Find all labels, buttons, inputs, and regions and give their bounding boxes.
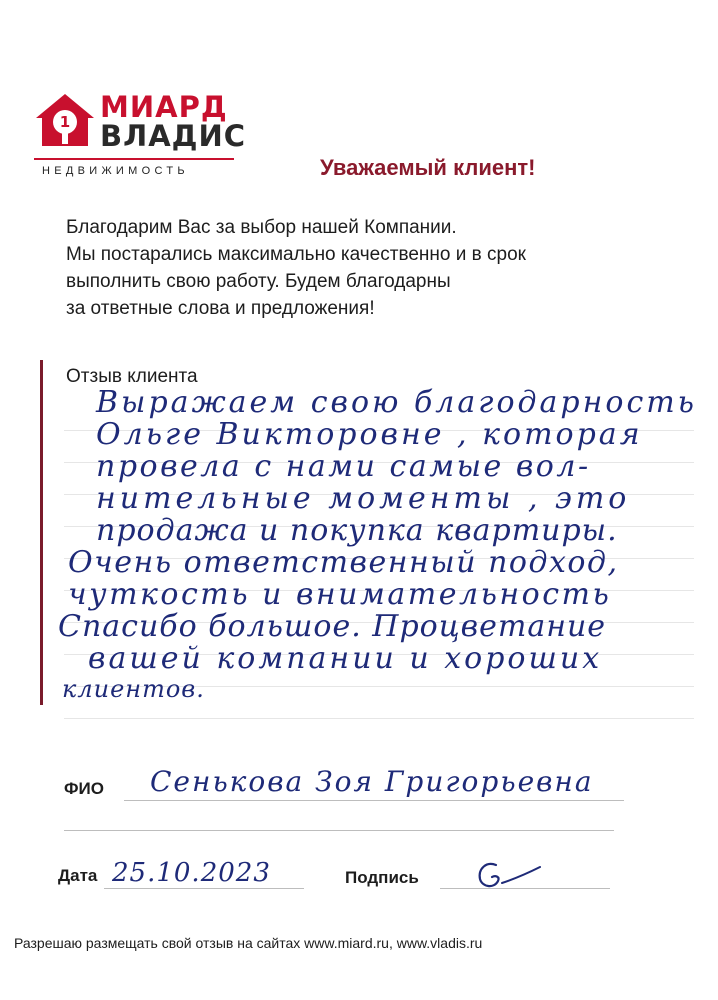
handwritten-line: продажа и покупка квартиры. — [96, 513, 618, 548]
intro-line: за ответные слова и предложения! — [66, 298, 375, 319]
date-value: 25.10.2023 — [112, 858, 271, 888]
logo-brand-vladis: ВЛАДИС — [100, 119, 247, 153]
handwritten-line: Выражаем свою благодарность — [96, 385, 698, 420]
fio-line — [124, 800, 624, 801]
intro-line: выполнить свою работу. Будем благодарны — [66, 271, 451, 292]
logo-brand-miard: МИАРД — [100, 90, 228, 124]
greeting-heading: Уважаемый клиент! — [320, 155, 536, 180]
logo-divider — [34, 158, 234, 160]
review-section-bar — [40, 360, 43, 705]
company-logo — [34, 90, 247, 182]
date-label: Дата — [58, 866, 98, 885]
handwritten-line: Ольге Викторовне , которая — [96, 417, 643, 452]
house-key-icon — [36, 94, 94, 146]
handwritten-line: Очень ответственный подход, — [68, 545, 619, 580]
handwritten-signature — [470, 855, 550, 895]
fio-label: ФИО — [64, 779, 104, 798]
footer-consent: Разрешаю размещать свой отзыв на сайтах www.miard.ru, www.vladis.ru — [14, 935, 483, 951]
handwritten-line: провела с нами самые вол- — [96, 449, 591, 484]
signature-line — [440, 888, 610, 889]
signature-label: Подпись — [345, 868, 419, 887]
handwritten-line: вашей компании и хороших — [88, 641, 603, 676]
intro-line: Благодарим Вас за выбор нашей Компании. — [66, 217, 457, 238]
date-line — [104, 888, 304, 889]
logo-tagline: НЕДВИЖИМОСТЬ — [42, 165, 189, 177]
intro-text — [66, 214, 626, 322]
handwritten-line: чуткость и внимательность — [68, 577, 612, 612]
fio-value: Сенькова Зоя Григорьевна — [150, 765, 594, 798]
handwritten-line: клиентов. — [62, 675, 205, 703]
review-title: Отзыв клиента — [66, 366, 198, 387]
logo-house-number: 1 — [59, 113, 71, 131]
handwritten-line: Спасибо большое. Процветание — [58, 609, 607, 644]
fio-line-extra — [64, 830, 614, 831]
intro-line: Мы постарались максимально качественно и в срок — [66, 244, 526, 265]
handwritten-line: нительные моменты , это — [96, 481, 631, 516]
